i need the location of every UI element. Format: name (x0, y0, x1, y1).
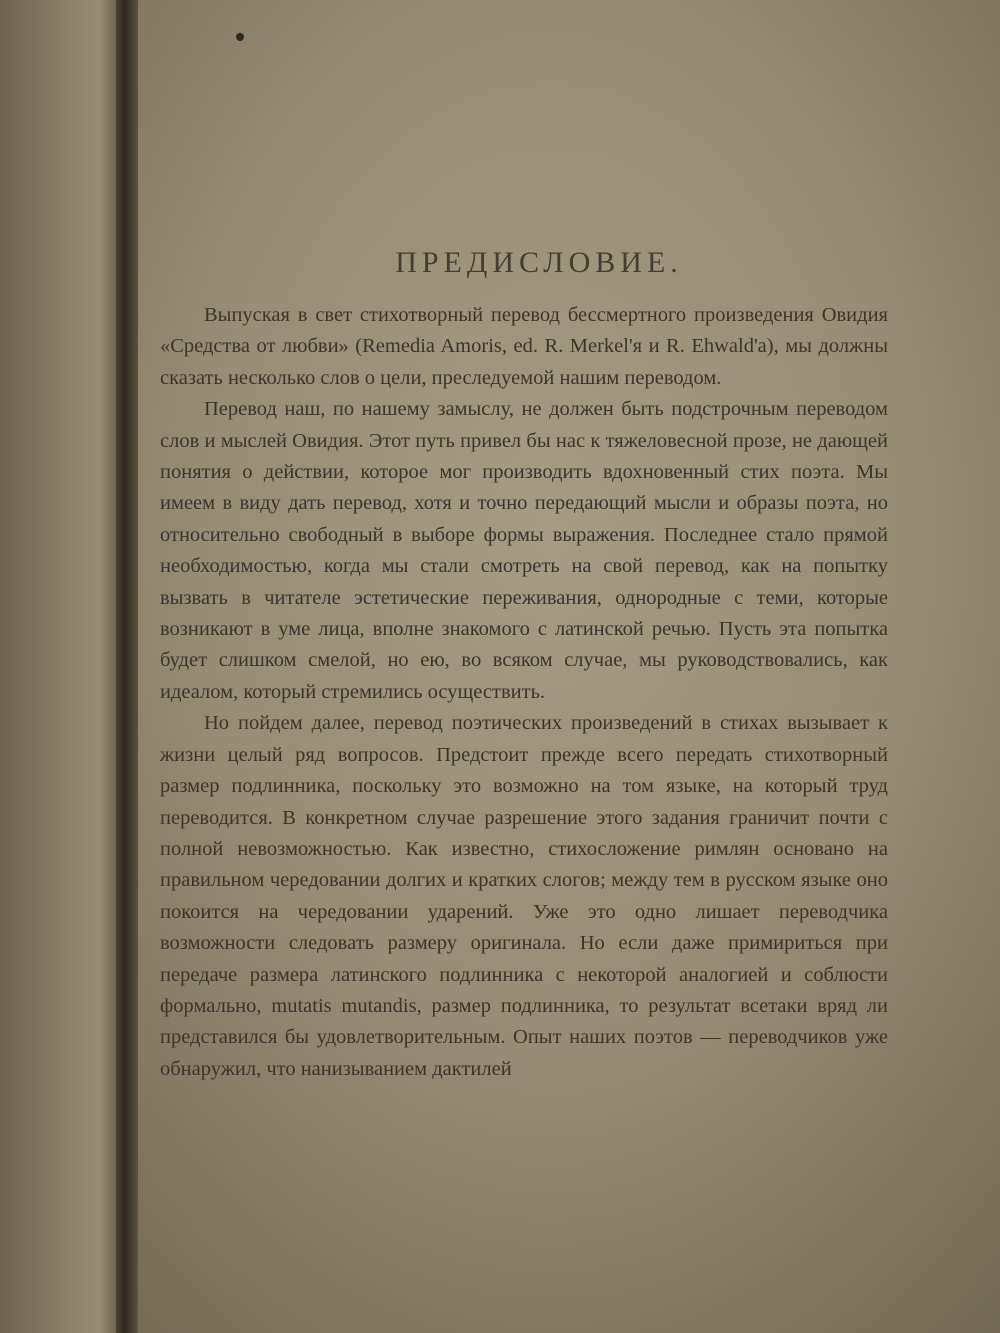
book-gutter (116, 0, 138, 1333)
facing-page-edge (0, 0, 118, 1333)
paragraph-2: Перевод наш, по нашему замыслу, не должен быть подстрочным переводом слов и мыслей Овидия. Этот путь привел бы нас к тяжеловесной прозе, не дающей понятия о действии, которое мог производить вдохновенный стих поэта. Мы имеем в виду дать перевод, хотя и точно передающий мысли и образы поэта, но относительно свободный в выборе формы выражения. Последнее стало прямой необходимостью, когда мы стали смотреть на свой перевод, как на попытку вызвать в читателе эстетические переживания, однородные с теми, которые возникают в уме лица, вполне знакомого с латинской речью. Пусть эта попытка будет слишком смелой, но ею, во всяком случае, мы руководствовались, как идеалом, который стремились осуществить. (160, 398, 888, 703)
paragraph-1: Выпуская в свет стихотворный перевод бессмертного произведения Овидия «Средства от любви» (Remedia Amoris, ed. R. Merkel'я и R. Ehwald'a), мы должны сказать несколько слов о цели, преследуемой нашим переводом. (160, 304, 888, 389)
page-text (160, 246, 888, 1085)
paragraph-3: Но пойдем далее, перевод поэтических произведений в стихах вызывает к жизни целый ряд вопросов. Предстоит прежде всего передать стихотворный размер подлинника, поскольку это возможно на том языке, на который труд переводится. В конкретном случае разрешение этого задания граничит почти с полной невозможностью. Как известно, стихосложение римлян основано на правильном чередовании долгих и кратких слогов; между тем в русском языке оно покоится на чередовании ударений. Уже это одно лишает переводчика возможности следовать размеру оригинала. Но если даже примириться при передаче размера латинского подлинника с некоторой аналогией и соблюсти формально, mutatis mutandis, размер подлинника, то результат всетаки вряд ли представился бы удовлетворительным. Опыт наших поэтов — переводчиков уже обнаружил, что нанизыванием дактилей (160, 712, 888, 1080)
ink-spot (236, 33, 244, 41)
page-heading: ПРЕДИСЛОВИЕ. (395, 246, 683, 279)
